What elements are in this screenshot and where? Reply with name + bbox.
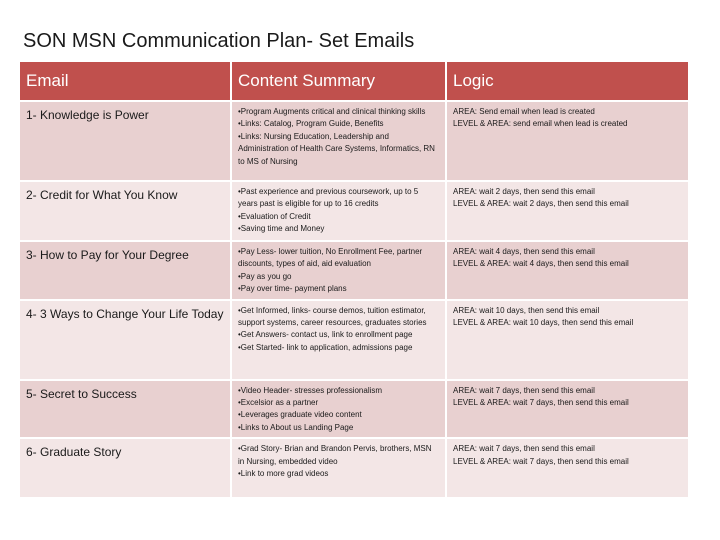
content-summary-cell	[231, 101, 446, 181]
content-summary-cell	[231, 241, 446, 300]
summary-bullet: •Saving time and Money	[238, 224, 325, 234]
summary-bullet: •Excelsior as a partner	[238, 398, 319, 408]
summary-bullet: •Pay over time- payment plans	[238, 284, 347, 294]
summary-bullet: •Pay as you go	[238, 271, 292, 281]
summary-bullet: •Get Answers- contact us, link to enrollment page	[238, 330, 413, 340]
summary-bullet: •Evaluation of Credit	[238, 211, 311, 221]
logic-cell	[446, 438, 689, 498]
content-summary-cell	[231, 300, 446, 380]
table-row	[19, 300, 689, 380]
email-name-cell: 1- Knowledge is Power	[19, 101, 231, 181]
summary-bullet: •Pay Less- lower tuition, No Enrollment Fee, partner discounts, types of aid, aid evaluation	[238, 247, 423, 269]
summary-bullet: •Get Started- link to application, admissions page	[238, 342, 413, 352]
table-row	[19, 181, 689, 241]
summary-bullet: •Links to About us Landing Page	[238, 422, 354, 432]
summary-bullet: •Links: Nursing Education, Leadership and Administration of Health Care Systems, Informatics, RN to MS of Nursing	[238, 131, 435, 166]
logic-rule: AREA: wait 10 days, then send this email	[453, 305, 600, 315]
column-header-email: Email	[19, 61, 231, 101]
logic-cell	[446, 380, 689, 439]
table-row	[19, 380, 689, 439]
summary-bullet: •Video Header- stresses professionalism	[238, 385, 383, 395]
page-title: SON MSN Communication Plan- Set Emails	[23, 30, 415, 52]
logic-rule: LEVEL & AREA: wait 7 days, then send this email	[453, 456, 629, 466]
content-summary-cell	[231, 380, 446, 439]
content-summary-cell	[231, 438, 446, 498]
content-summary-cell	[231, 181, 446, 241]
logic-cell	[446, 241, 689, 300]
logic-rule: LEVEL & AREA: wait 4 days, then send this email	[453, 259, 629, 269]
communication-plan-table	[18, 60, 690, 499]
summary-bullet: •Past experience and previous coursework, up to 5 years past is eligible for up to 16 credits	[238, 187, 419, 209]
summary-bullet: •Link to more grad videos	[238, 469, 329, 479]
table-body	[19, 101, 689, 498]
email-name-cell: 2- Credit for What You Know	[19, 181, 231, 241]
logic-cell	[446, 101, 689, 181]
column-header-content-summary: Content Summary	[231, 61, 446, 101]
logic-rule: AREA: wait 7 days, then send this email	[453, 444, 595, 454]
email-name-cell: 4- 3 Ways to Change Your Life Today	[19, 300, 231, 380]
table-row	[19, 438, 689, 498]
summary-bullet: •Links: Catalog, Program Guide, Benefits	[238, 119, 384, 129]
logic-rule: AREA: Send email when lead is created	[453, 107, 595, 116]
table-row	[19, 101, 689, 181]
summary-bullet: •Grad Story- Brian and Brandon Pervis, brothers, MSN in Nursing, embedded video	[238, 444, 432, 466]
summary-bullet: •Leverages graduate video content	[238, 410, 362, 420]
table-row	[19, 241, 689, 300]
email-name-cell: 3- How to Pay for Your Degree	[19, 241, 231, 300]
logic-cell	[446, 181, 689, 241]
table-header-row	[19, 61, 689, 101]
email-name-cell: 5- Secret to Success	[19, 380, 231, 439]
summary-bullet: •Program Augments critical and clinical thinking skills	[238, 107, 426, 116]
logic-rule: LEVEL & AREA: wait 7 days, then send this email	[453, 398, 629, 408]
column-header-logic: Logic	[446, 61, 689, 101]
logic-rule: AREA: wait 4 days, then send this email	[453, 247, 595, 256]
logic-cell	[446, 300, 689, 380]
logic-rule: AREA: wait 7 days, then send this email	[453, 385, 595, 395]
summary-bullet: •Get Informed, links- course demos, tuition estimator, support systems, career resources, graduates stories	[238, 305, 427, 328]
email-name-cell: 6- Graduate Story	[19, 438, 231, 498]
logic-rule: AREA: wait 2 days, then send this email	[453, 187, 595, 196]
logic-rule: LEVEL & AREA: wait 2 days, then send this email	[453, 199, 629, 209]
logic-rule: LEVEL & AREA: wait 10 days, then send this email	[453, 318, 634, 328]
logic-rule: LEVEL & AREA: send email when lead is created	[453, 119, 628, 129]
